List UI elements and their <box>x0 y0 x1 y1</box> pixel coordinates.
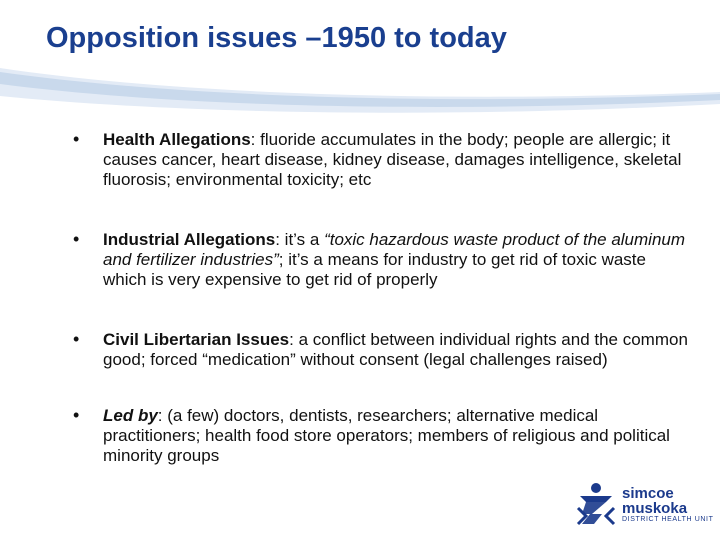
bullet-body: : (a few) doctors, dentists, researchers; alternative medical practitioners; health food store operators; members of religious and political minority groups <box>103 406 670 465</box>
bullet-text <box>103 230 688 290</box>
bullet-body: : fluoride accumulates in the body; people are allergic; it causes cancer, heart disease, kidney disease, damages intelligence, skeletal fluorosis; environmental toxicity; etc <box>103 130 682 189</box>
logo-subtitle: DISTRICT HEALTH UNIT <box>622 516 714 523</box>
bullet-heading: Health Allegations <box>103 130 251 149</box>
bullet-text <box>103 406 688 466</box>
logo-wordmark <box>622 486 687 516</box>
bullet-quote: “toxic hazardous waste product of the aluminum and fertilizer industries” <box>103 230 686 269</box>
bullet-heading: Led by <box>103 406 158 425</box>
bullet-heading: Industrial Allegations <box>103 230 276 249</box>
bullet-marker: • <box>73 329 80 349</box>
slide-title: Opposition issues –1950 to today <box>46 22 507 54</box>
bullet-body: : it’s a <box>275 230 325 249</box>
logo-line-2: muskoka <box>622 500 688 517</box>
bullet-marker: • <box>73 129 80 149</box>
logo-line-1: simcoe <box>622 485 674 502</box>
bullet-heading: Civil Libertarian Issues <box>103 330 290 349</box>
bullet-marker: • <box>73 405 80 425</box>
bullet-text <box>103 130 688 190</box>
bullet-body-continued: ; it’s a means for industry to get rid of toxic waste which is very expensive to get rid of properly <box>103 250 646 289</box>
bullet-body: : a conflict between individual rights and the common good; forced “medication” without consent (legal challenges raised) <box>103 330 688 369</box>
bullet-text <box>103 330 688 370</box>
bullet-marker: • <box>73 229 80 249</box>
